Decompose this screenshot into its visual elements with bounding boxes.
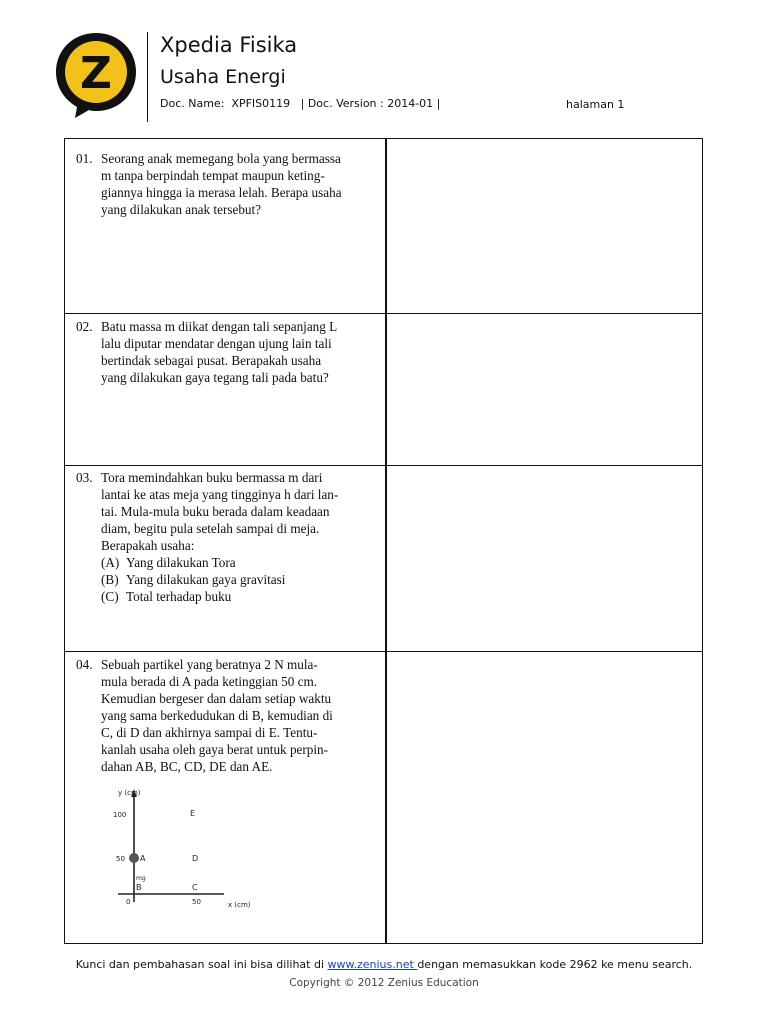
question-line: C, di D dan akhirnya sampai di E. Tentu-	[101, 725, 318, 740]
option-text: Total terhadap buku	[126, 589, 232, 604]
question-number: 04.	[76, 657, 93, 672]
row-divider	[64, 465, 703, 466]
question-line: dahan AB, BC, CD, DE dan AE.	[101, 759, 273, 774]
question-number: 03.	[76, 470, 93, 485]
position-diagram	[106, 784, 266, 914]
option-c	[101, 588, 376, 605]
row-divider	[64, 313, 703, 314]
zenius-logo	[53, 30, 139, 120]
option-b	[101, 571, 376, 588]
question-line: tai. Mula-mula buku berada dalam keadaan	[101, 504, 330, 519]
point-b-label: B	[136, 883, 142, 892]
doc-info	[160, 97, 440, 110]
option-text: Yang dilakukan Tora	[126, 555, 236, 570]
question-number: 01.	[76, 151, 93, 166]
question-line: Tora memindahkan buku bermassa m dari	[101, 470, 323, 485]
question-line: Kemudian bergeser dan dalam setiap waktu	[101, 691, 332, 706]
point-e-label: E	[190, 809, 196, 818]
document-title: Xpedia Fisika	[160, 33, 298, 57]
origin-label: 0	[126, 898, 131, 906]
option-text: Yang dilakukan gaya gravitasi	[126, 572, 286, 587]
point-a-label: A	[140, 854, 146, 863]
question-line: Sebuah partikel yang beratnya 2 N mula-	[101, 657, 318, 672]
doc-version: | Doc. Version : 2014-01 |	[300, 97, 441, 110]
question-line: Berapakah usaha:	[101, 538, 195, 553]
question-line: Batu massa m diikat dengan tali sepanjang L	[101, 319, 338, 334]
question-2	[76, 318, 376, 386]
question-line: yang dilakukan gaya tegang tali pada batu?	[101, 370, 329, 385]
option-label: (B)	[101, 572, 119, 587]
question-line: lalu diputar mendatar dengan ujung lain tali	[101, 336, 332, 351]
question-line: m tanpa berpindah tempat maupun keting-	[101, 168, 325, 183]
page-number: halaman 1	[566, 98, 625, 111]
footer-text-before: Kunci dan pembahasan soal ini bisa dilihat di	[75, 958, 328, 971]
point-d-label: D	[192, 854, 199, 863]
option-a	[101, 554, 376, 571]
force-label: mg	[136, 875, 146, 882]
header-divider	[147, 32, 148, 122]
copyright: Copyright © 2012 Zenius Education	[289, 977, 479, 989]
question-1	[76, 150, 376, 218]
x-tick-50: 50	[192, 898, 201, 906]
question-line: diam, begitu pula setelah sampai di meja.	[101, 521, 320, 536]
logo-letter: Z	[80, 48, 112, 99]
question-line: kanlah usaha oleh gaya berat untuk perpin-	[101, 742, 329, 757]
answer-column-divider	[385, 138, 387, 944]
particle-a	[129, 853, 139, 863]
doc-name: XPFIS0119	[231, 97, 291, 110]
option-list	[101, 554, 376, 605]
document-subtitle: Usaha Energi	[160, 66, 286, 88]
zenius-link[interactable]: www.zenius.net	[327, 958, 418, 971]
row-divider	[64, 651, 703, 652]
footer-text-after: dengan memasukkan kode 2962 ke menu search.	[417, 958, 693, 971]
question-line: mula berada di A pada ketinggian 50 cm.	[101, 674, 318, 689]
footer-note	[0, 958, 768, 971]
question-number: 02.	[76, 319, 93, 334]
point-c-label: C	[192, 883, 198, 892]
option-label: (C)	[101, 589, 119, 604]
option-label: (A)	[101, 555, 120, 570]
question-line: yang dilakukan anak tersebut?	[101, 202, 262, 217]
x-axis-label: x (cm)	[228, 901, 251, 909]
question-line: lantai ke atas meja yang tingginya h dari lan-	[101, 487, 339, 502]
question-line: bertindak sebagai pusat. Berapakah usaha	[101, 353, 322, 368]
question-line: Seorang anak memegang bola yang bermassa	[101, 151, 341, 166]
y-axis-label: y (cm)	[118, 789, 141, 797]
y-tick-50: 50	[116, 855, 125, 863]
question-4	[76, 656, 376, 775]
question-line: yang sama berkedudukan di B, kemudian di	[101, 708, 333, 723]
y-tick-100: 100	[113, 811, 127, 819]
question-3	[76, 469, 376, 605]
question-line: giannya hingga ia merasa lelah. Berapa usaha	[101, 185, 342, 200]
doc-name-label: Doc. Name:	[160, 97, 225, 110]
